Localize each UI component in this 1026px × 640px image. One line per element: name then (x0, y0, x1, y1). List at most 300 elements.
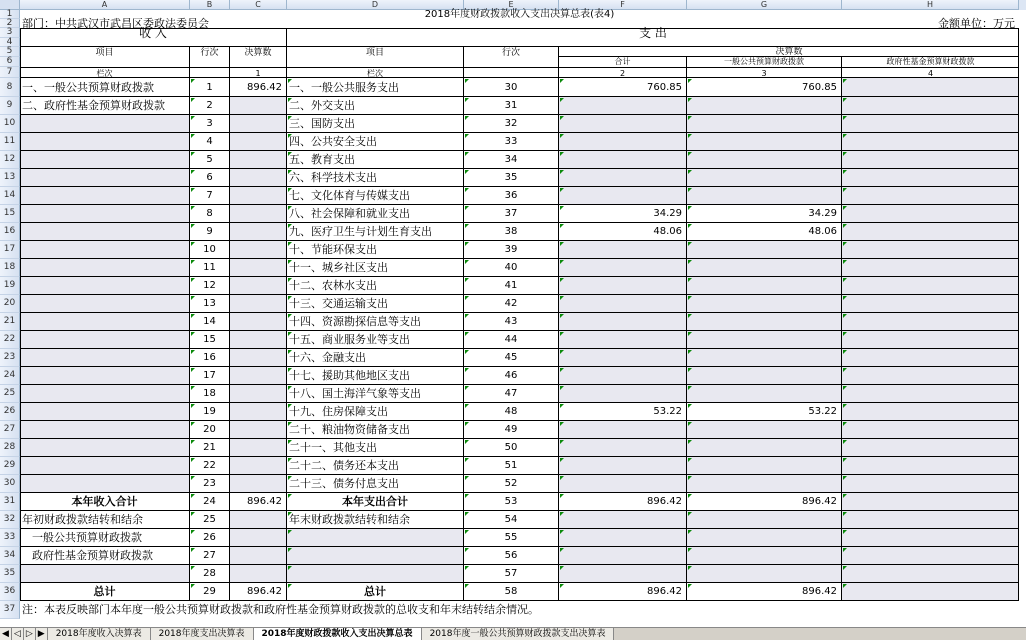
expense-item-cell[interactable]: 一、一般公共服务支出 (287, 78, 464, 97)
expense-item-cell[interactable]: 十七、援助其他地区支出 (287, 367, 464, 385)
row-header-19[interactable]: 19 (0, 277, 20, 295)
expense-general-cell[interactable] (687, 169, 842, 187)
row-header-10[interactable]: 10 (0, 115, 20, 133)
col-label-expense-item[interactable]: 栏次 (287, 67, 464, 78)
row-header-24[interactable]: 24 (0, 367, 20, 385)
income-amount-cell[interactable] (230, 565, 287, 583)
expense-total-cell[interactable] (559, 439, 687, 457)
expense-item-cell[interactable]: 五、教育支出 (287, 151, 464, 169)
income-line-header[interactable]: 行次 (190, 47, 230, 67)
income-line-cell[interactable]: 13 (190, 295, 230, 313)
income-amount-cell[interactable] (230, 349, 287, 367)
row-header-28[interactable]: 28 (0, 439, 20, 457)
expense-item-cell[interactable]: 十八、国土海洋气象等支出 (287, 385, 464, 403)
income-line-cell[interactable]: 5 (190, 151, 230, 169)
expense-fund-cell[interactable] (842, 223, 1019, 241)
expense-line-cell[interactable]: 34 (464, 151, 559, 169)
expense-line-cell[interactable]: 45 (464, 349, 559, 367)
expense-general-cell[interactable]: 48.06 (687, 223, 842, 241)
col-label-2[interactable]: 2 (559, 67, 687, 78)
expense-item-cell[interactable]: 十五、商业服务业等支出 (287, 331, 464, 349)
expense-fund-cell[interactable] (842, 439, 1019, 457)
income-line-cell[interactable]: 29 (190, 583, 230, 601)
income-header[interactable]: 收 入 (20, 28, 287, 47)
expense-fund-cell[interactable] (842, 421, 1019, 439)
expense-item-cell[interactable]: 十九、住房保障支出 (287, 403, 464, 421)
amount-unit-label[interactable]: 金额单位：万元 (938, 17, 1015, 30)
income-amount-cell[interactable] (230, 277, 287, 295)
expense-fund-cell[interactable] (842, 349, 1019, 367)
income-item-cell[interactable]: 年初财政拨款结转和结余 (20, 511, 190, 529)
expense-item-cell[interactable]: 年末财政拨款结转和结余 (287, 511, 464, 529)
income-item-cell[interactable]: 一般公共预算财政拨款 (20, 529, 190, 547)
expense-item-cell[interactable] (287, 529, 464, 547)
income-item-cell[interactable] (20, 421, 190, 439)
income-line-cell[interactable]: 10 (190, 241, 230, 259)
income-item-cell[interactable] (20, 565, 190, 583)
expense-fund-cell[interactable] (842, 133, 1019, 151)
row-header-15[interactable]: 15 (0, 205, 20, 223)
income-amount-cell[interactable] (230, 313, 287, 331)
expense-fund-cell[interactable] (842, 151, 1019, 169)
expense-item-cell[interactable]: 总计 (287, 583, 464, 601)
expense-total-cell[interactable]: 760.85 (559, 78, 687, 97)
expense-fund-cell[interactable] (842, 529, 1019, 547)
row-header-13[interactable]: 13 (0, 169, 20, 187)
expense-total-cell[interactable] (559, 331, 687, 349)
row-header-25[interactable]: 25 (0, 385, 20, 403)
income-item-cell[interactable] (20, 169, 190, 187)
expense-fund-cell[interactable] (842, 565, 1019, 583)
expense-general-cell[interactable] (687, 133, 842, 151)
income-amount-cell[interactable] (230, 385, 287, 403)
expense-general-cell[interactable] (687, 547, 842, 565)
expense-total-cell[interactable] (559, 259, 687, 277)
income-amount-cell[interactable] (230, 403, 287, 421)
expense-item-cell[interactable] (287, 565, 464, 583)
expense-general-cell[interactable] (687, 349, 842, 367)
row-header-20[interactable]: 20 (0, 295, 20, 313)
col-label-3[interactable]: 3 (687, 67, 842, 78)
expense-general-cell[interactable] (687, 439, 842, 457)
expense-total-cell[interactable] (559, 457, 687, 475)
expense-total-cell[interactable] (559, 169, 687, 187)
row-header-22[interactable]: 22 (0, 331, 20, 349)
expense-total-cell[interactable] (559, 367, 687, 385)
income-item-cell[interactable] (20, 331, 190, 349)
income-item-cell[interactable]: 二、政府性基金预算财政拨款 (20, 97, 190, 115)
expense-header[interactable]: 支 出 (287, 28, 1019, 47)
row-header-34[interactable]: 34 (0, 547, 20, 565)
sheet-title[interactable]: 2018年度财政拨款收入支出决算总表(表4) (424, 9, 615, 20)
expense-line-cell[interactable]: 36 (464, 187, 559, 205)
expense-line-cell[interactable]: 41 (464, 277, 559, 295)
column-header-f[interactable]: F (559, 0, 687, 10)
expense-line-cell[interactable]: 55 (464, 529, 559, 547)
expense-total-cell[interactable] (559, 547, 687, 565)
expense-line-cell[interactable]: 57 (464, 565, 559, 583)
income-amount-cell[interactable] (230, 259, 287, 277)
expense-fund-cell[interactable] (842, 78, 1019, 97)
income-line-cell[interactable]: 18 (190, 385, 230, 403)
row-header-37[interactable]: 37 (0, 601, 20, 619)
row-header-7[interactable]: 7 (0, 67, 20, 78)
income-item-cell[interactable] (20, 241, 190, 259)
row-header-36[interactable]: 36 (0, 583, 20, 601)
tab-scroll-arrow-icon[interactable]: ▶ (36, 628, 48, 640)
expense-fund-header[interactable]: 政府性基金预算财政拨款 (886, 57, 975, 66)
expense-item-header[interactable]: 项目 (287, 47, 464, 67)
income-amount-cell[interactable] (230, 457, 287, 475)
income-line-cell[interactable]: 20 (190, 421, 230, 439)
expense-total-cell[interactable] (559, 187, 687, 205)
expense-item-cell[interactable]: 十四、资源勘探信息等支出 (287, 313, 464, 331)
income-line-cell[interactable]: 23 (190, 475, 230, 493)
expense-line-cell[interactable]: 46 (464, 367, 559, 385)
income-amount-cell[interactable] (230, 295, 287, 313)
row-header-11[interactable]: 11 (0, 133, 20, 151)
row-header-5[interactable]: 5 (0, 47, 20, 57)
expense-fund-cell[interactable] (842, 97, 1019, 115)
row-header-2[interactable]: 2 (0, 19, 20, 28)
expense-fund-cell[interactable] (842, 511, 1019, 529)
sheet-tab[interactable]: 2018年度收入决算表 (48, 628, 151, 640)
expense-item-cell[interactable]: 本年支出合计 (287, 493, 464, 511)
income-line-cell[interactable]: 24 (190, 493, 230, 511)
income-item-cell[interactable] (20, 439, 190, 457)
expense-fund-cell[interactable] (842, 313, 1019, 331)
expense-general-cell[interactable] (687, 187, 842, 205)
expense-line-cell[interactable]: 38 (464, 223, 559, 241)
expense-item-cell[interactable]: 四、公共安全支出 (287, 133, 464, 151)
col-label-income-item[interactable]: 栏次 (20, 67, 190, 78)
income-line-cell[interactable]: 3 (190, 115, 230, 133)
column-header-b[interactable]: B (190, 0, 230, 10)
expense-line-cell[interactable]: 35 (464, 169, 559, 187)
income-line-cell[interactable]: 26 (190, 529, 230, 547)
income-amount-cell[interactable]: 896.42 (230, 493, 287, 511)
tab-scroll-arrow-icon[interactable]: ◀ (0, 628, 12, 640)
expense-total-cell[interactable] (559, 115, 687, 133)
income-line-cell[interactable]: 14 (190, 313, 230, 331)
expense-general-cell[interactable] (687, 97, 842, 115)
expense-line-cell[interactable]: 39 (464, 241, 559, 259)
expense-fund-cell[interactable] (842, 475, 1019, 493)
expense-fund-cell[interactable] (842, 385, 1019, 403)
income-item-cell[interactable] (20, 457, 190, 475)
income-amount-cell[interactable] (230, 547, 287, 565)
expense-fund-cell[interactable] (842, 187, 1019, 205)
expense-line-cell[interactable]: 37 (464, 205, 559, 223)
row-header-27[interactable]: 27 (0, 421, 20, 439)
expense-line-cell[interactable]: 43 (464, 313, 559, 331)
income-line-cell[interactable]: 17 (190, 367, 230, 385)
expense-general-cell[interactable] (687, 241, 842, 259)
sheet-tab[interactable]: 2018年度财政拨款收入支出决算总表 (254, 628, 422, 640)
row-header-16[interactable]: 16 (0, 223, 20, 241)
expense-general-cell[interactable] (687, 565, 842, 583)
income-line-cell[interactable]: 25 (190, 511, 230, 529)
expense-general-cell[interactable] (687, 115, 842, 133)
income-item-cell[interactable] (20, 277, 190, 295)
row-header-12[interactable]: 12 (0, 151, 20, 169)
income-final-header[interactable]: 决算数 (230, 47, 287, 67)
expense-item-cell[interactable] (287, 547, 464, 565)
income-line-cell[interactable]: 27 (190, 547, 230, 565)
col-label-4[interactable]: 4 (842, 67, 1019, 78)
income-line-cell[interactable]: 16 (190, 349, 230, 367)
expense-item-cell[interactable]: 二十三、债务付息支出 (287, 475, 464, 493)
expense-total-header[interactable]: 合计 (559, 57, 687, 67)
expense-general-cell[interactable] (687, 295, 842, 313)
income-item-cell[interactable] (20, 385, 190, 403)
row-header-14[interactable]: 14 (0, 187, 20, 205)
row-header-29[interactable]: 29 (0, 457, 20, 475)
expense-general-cell[interactable] (687, 421, 842, 439)
expense-line-cell[interactable]: 32 (464, 115, 559, 133)
income-item-cell[interactable] (20, 151, 190, 169)
expense-fund-cell[interactable] (842, 403, 1019, 421)
income-line-cell[interactable]: 6 (190, 169, 230, 187)
row-header-17[interactable]: 17 (0, 241, 20, 259)
tab-scroll-arrow-icon[interactable]: ▷ (24, 628, 36, 640)
expense-general-cell[interactable]: 896.42 (687, 583, 842, 601)
row-header-6[interactable]: 6 (0, 57, 20, 67)
column-header-c[interactable]: C (230, 0, 287, 10)
expense-line-cell[interactable]: 51 (464, 457, 559, 475)
expense-total-cell[interactable] (559, 529, 687, 547)
expense-fund-cell[interactable] (842, 295, 1019, 313)
income-item-cell[interactable] (20, 133, 190, 151)
column-header-g[interactable]: G (687, 0, 842, 10)
expense-total-cell[interactable]: 34.29 (559, 205, 687, 223)
income-line-cell[interactable]: 2 (190, 97, 230, 115)
column-header-e[interactable]: E (464, 0, 559, 10)
expense-line-cell[interactable]: 31 (464, 97, 559, 115)
expense-item-cell[interactable]: 十二、农林水支出 (287, 277, 464, 295)
expense-general-cell[interactable] (687, 331, 842, 349)
income-amount-cell[interactable]: 896.42 (230, 583, 287, 601)
column-header-d[interactable]: D (287, 0, 464, 10)
income-amount-cell[interactable] (230, 367, 287, 385)
expense-total-cell[interactable]: 53.22 (559, 403, 687, 421)
expense-fund-cell[interactable] (842, 583, 1019, 601)
expense-total-cell[interactable]: 896.42 (559, 493, 687, 511)
col-label-expense-line[interactable] (464, 67, 559, 78)
income-amount-cell[interactable] (230, 187, 287, 205)
row-header-8[interactable]: 8 (0, 78, 20, 97)
income-amount-cell[interactable] (230, 223, 287, 241)
expense-fund-cell[interactable] (842, 277, 1019, 295)
expense-general-cell[interactable] (687, 313, 842, 331)
sheet-tab[interactable]: 2018年度支出决算表 (151, 628, 254, 640)
tab-scroll-arrow-icon[interactable]: ◁ (12, 628, 24, 640)
table-note[interactable]: 注：本表反映部门本年度一般公共预算财政拨款和政府性基金预算财政拨款的总收支和年末结转结余情况。 (22, 603, 539, 616)
expense-fund-cell[interactable] (842, 259, 1019, 277)
expense-line-cell[interactable]: 56 (464, 547, 559, 565)
expense-fund-cell[interactable] (842, 547, 1019, 565)
income-item-cell[interactable] (20, 259, 190, 277)
expense-line-cell[interactable]: 52 (464, 475, 559, 493)
income-item-cell[interactable] (20, 295, 190, 313)
expense-item-cell[interactable]: 七、文化体育与传媒支出 (287, 187, 464, 205)
income-amount-cell[interactable] (230, 169, 287, 187)
income-amount-cell[interactable] (230, 151, 287, 169)
expense-total-cell[interactable] (559, 313, 687, 331)
expense-item-cell[interactable]: 二十二、债务还本支出 (287, 457, 464, 475)
expense-general-cell[interactable]: 34.29 (687, 205, 842, 223)
income-amount-cell[interactable]: 896.42 (230, 78, 287, 97)
expense-line-cell[interactable]: 48 (464, 403, 559, 421)
expense-general-cell[interactable] (687, 529, 842, 547)
expense-item-cell[interactable]: 二、外交支出 (287, 97, 464, 115)
col-label-income-line[interactable] (190, 67, 230, 78)
expense-total-cell[interactable] (559, 277, 687, 295)
expense-general-header[interactable]: 一般公共预算财政拨款 (687, 57, 842, 67)
income-line-cell[interactable]: 4 (190, 133, 230, 151)
expense-general-cell[interactable] (687, 151, 842, 169)
expense-general-cell[interactable] (687, 385, 842, 403)
expense-line-cell[interactable]: 50 (464, 439, 559, 457)
income-line-cell[interactable]: 8 (190, 205, 230, 223)
income-item-header[interactable]: 项目 (20, 47, 190, 67)
income-line-cell[interactable]: 7 (190, 187, 230, 205)
expense-general-cell[interactable]: 760.85 (687, 78, 842, 97)
income-item-cell[interactable] (20, 313, 190, 331)
expense-total-cell[interactable]: 896.42 (559, 583, 687, 601)
expense-general-cell[interactable] (687, 475, 842, 493)
income-line-cell[interactable]: 11 (190, 259, 230, 277)
income-item-cell[interactable] (20, 349, 190, 367)
income-amount-cell[interactable] (230, 97, 287, 115)
row-header-31[interactable]: 31 (0, 493, 20, 511)
income-line-cell[interactable]: 9 (190, 223, 230, 241)
income-amount-cell[interactable] (230, 511, 287, 529)
income-item-cell[interactable] (20, 115, 190, 133)
income-item-cell[interactable]: 政府性基金预算财政拨款 (20, 547, 190, 565)
expense-line-header[interactable]: 行次 (464, 47, 559, 67)
row-header-21[interactable]: 21 (0, 313, 20, 331)
row-header-26[interactable]: 26 (0, 403, 20, 421)
income-item-cell[interactable] (20, 475, 190, 493)
expense-item-cell[interactable]: 十六、金融支出 (287, 349, 464, 367)
expense-line-cell[interactable]: 30 (464, 78, 559, 97)
expense-total-cell[interactable] (559, 349, 687, 367)
expense-line-cell[interactable]: 42 (464, 295, 559, 313)
expense-total-cell[interactable] (559, 565, 687, 583)
income-amount-cell[interactable] (230, 439, 287, 457)
expense-item-cell[interactable]: 六、科学技术支出 (287, 169, 464, 187)
income-line-cell[interactable]: 21 (190, 439, 230, 457)
income-amount-cell[interactable] (230, 475, 287, 493)
row-header-33[interactable]: 33 (0, 529, 20, 547)
expense-general-cell[interactable]: 896.42 (687, 493, 842, 511)
expense-item-cell[interactable]: 十、节能环保支出 (287, 241, 464, 259)
income-item-cell[interactable] (20, 403, 190, 421)
expense-total-cell[interactable] (559, 241, 687, 259)
expense-line-cell[interactable]: 47 (464, 385, 559, 403)
expense-line-cell[interactable]: 49 (464, 421, 559, 439)
expense-total-cell[interactable] (559, 133, 687, 151)
expense-total-cell[interactable] (559, 475, 687, 493)
expense-item-cell[interactable]: 十一、城乡社区支出 (287, 259, 464, 277)
expense-line-cell[interactable]: 58 (464, 583, 559, 601)
column-header-h[interactable]: H (842, 0, 1019, 10)
income-line-cell[interactable]: 15 (190, 331, 230, 349)
col-label-1[interactable]: 1 (230, 67, 287, 78)
expense-general-cell[interactable] (687, 511, 842, 529)
expense-line-cell[interactable]: 44 (464, 331, 559, 349)
expense-line-cell[interactable]: 53 (464, 493, 559, 511)
expense-final-header[interactable]: 决算数 (559, 47, 1019, 57)
expense-total-cell[interactable] (559, 421, 687, 439)
row-header-9[interactable]: 9 (0, 97, 20, 115)
row-header-35[interactable]: 35 (0, 565, 20, 583)
sheet-tabs-bar[interactable] (0, 627, 1026, 640)
expense-fund-cell[interactable] (842, 169, 1019, 187)
column-header-a[interactable]: A (20, 0, 190, 10)
income-item-cell[interactable] (20, 367, 190, 385)
expense-item-cell[interactable]: 九、医疗卫生与计划生育支出 (287, 223, 464, 241)
income-line-cell[interactable]: 12 (190, 277, 230, 295)
expense-item-cell[interactable]: 十三、交通运输支出 (287, 295, 464, 313)
expense-fund-cell[interactable] (842, 367, 1019, 385)
expense-total-cell[interactable] (559, 151, 687, 169)
expense-general-cell[interactable]: 53.22 (687, 403, 842, 421)
row-header-32[interactable]: 32 (0, 511, 20, 529)
row-header-3[interactable]: 3 (0, 28, 20, 38)
income-amount-cell[interactable] (230, 241, 287, 259)
department-label[interactable]: 部门：中共武汉市武昌区委政法委员会 (22, 17, 209, 30)
row-header-30[interactable]: 30 (0, 475, 20, 493)
row-header-23[interactable]: 23 (0, 349, 20, 367)
expense-fund-cell[interactable] (842, 457, 1019, 475)
expense-fund-cell[interactable] (842, 115, 1019, 133)
income-item-cell[interactable] (20, 205, 190, 223)
expense-fund-cell[interactable] (842, 493, 1019, 511)
expense-total-cell[interactable] (559, 511, 687, 529)
income-amount-cell[interactable] (230, 205, 287, 223)
expense-fund-cell[interactable] (842, 241, 1019, 259)
expense-line-cell[interactable]: 40 (464, 259, 559, 277)
income-line-cell[interactable]: 22 (190, 457, 230, 475)
income-item-cell[interactable] (20, 223, 190, 241)
income-amount-cell[interactable] (230, 133, 287, 151)
expense-item-cell[interactable]: 二十一、其他支出 (287, 439, 464, 457)
expense-general-cell[interactable] (687, 259, 842, 277)
expense-line-cell[interactable]: 33 (464, 133, 559, 151)
expense-line-cell[interactable]: 54 (464, 511, 559, 529)
row-header-18[interactable]: 18 (0, 259, 20, 277)
income-amount-cell[interactable] (230, 115, 287, 133)
row-header-1[interactable]: 1 (0, 10, 20, 19)
income-item-cell[interactable]: 总计 (20, 583, 190, 601)
income-amount-cell[interactable] (230, 331, 287, 349)
expense-item-cell[interactable]: 二十、粮油物资储备支出 (287, 421, 464, 439)
expense-item-cell[interactable]: 八、社会保障和就业支出 (287, 205, 464, 223)
expense-general-cell[interactable] (687, 457, 842, 475)
expense-general-cell[interactable] (687, 367, 842, 385)
row-header-4[interactable]: 4 (0, 38, 20, 47)
expense-total-cell[interactable] (559, 385, 687, 403)
income-amount-cell[interactable] (230, 529, 287, 547)
expense-item-cell[interactable]: 三、国防支出 (287, 115, 464, 133)
income-amount-cell[interactable] (230, 421, 287, 439)
income-line-cell[interactable]: 1 (190, 78, 230, 97)
expense-total-cell[interactable]: 48.06 (559, 223, 687, 241)
sheet-tab[interactable]: 2018年度一般公共预算财政拨款支出决算表 (422, 628, 615, 640)
expense-total-cell[interactable] (559, 295, 687, 313)
